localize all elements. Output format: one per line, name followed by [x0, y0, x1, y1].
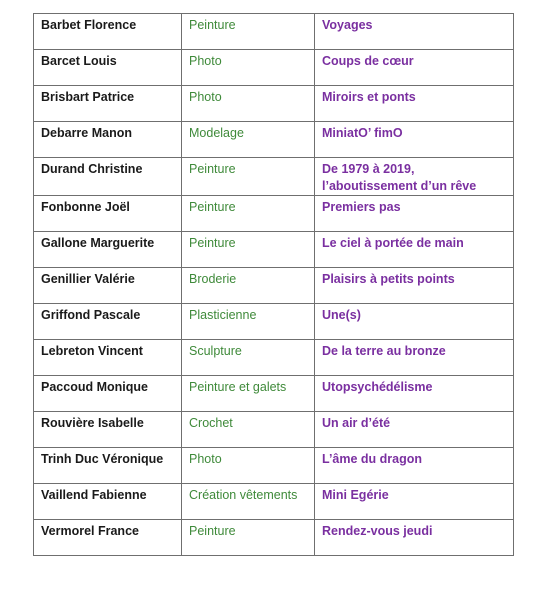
exhibit-title: Le ciel à portée de main	[315, 232, 514, 268]
artist-name: Lebreton Vincent	[34, 340, 182, 376]
table-row	[34, 86, 514, 122]
artist-name: Fonbonne Joël	[34, 196, 182, 232]
table-row	[34, 448, 514, 484]
artist-technique: Peinture	[182, 196, 315, 232]
table-row	[34, 340, 514, 376]
artist-technique: Modelage	[182, 122, 315, 158]
artist-technique: Photo	[182, 50, 315, 86]
artist-technique: Peinture et galets	[182, 376, 315, 412]
artist-name: Barcet Louis	[34, 50, 182, 86]
artist-name: Barbet Florence	[34, 14, 182, 50]
artist-name: Genillier Valérie	[34, 268, 182, 304]
table-row	[34, 196, 514, 232]
artist-technique: Photo	[182, 86, 315, 122]
exhibit-title: Mini Egérie	[315, 484, 514, 520]
table-row	[34, 520, 514, 556]
artist-name: Vermorel France	[34, 520, 182, 556]
exhibit-title: De 1979 à 2019, l’aboutissement d’un rêve	[315, 158, 514, 196]
table-row	[34, 158, 514, 196]
artist-technique: Crochet	[182, 412, 315, 448]
exhibit-title: Un air d’été	[315, 412, 514, 448]
exhibit-title: MiniatO’ fimO	[315, 122, 514, 158]
artist-technique: Peinture	[182, 14, 315, 50]
exhibit-title: Coups de cœur	[315, 50, 514, 86]
exhibit-title: Premiers pas	[315, 196, 514, 232]
artist-technique: Plasticienne	[182, 304, 315, 340]
table-row	[34, 14, 514, 50]
exhibit-title: Une(s)	[315, 304, 514, 340]
artist-technique: Peinture	[182, 158, 315, 196]
exhibit-title: De la terre au bronze	[315, 340, 514, 376]
exhibit-title: L’âme du dragon	[315, 448, 514, 484]
artist-technique: Sculpture	[182, 340, 315, 376]
table-row	[34, 232, 514, 268]
artist-name: Trinh Duc Véronique	[34, 448, 182, 484]
exhibit-title: Plaisirs à petits points	[315, 268, 514, 304]
table-row	[34, 50, 514, 86]
artist-technique: Broderie	[182, 268, 315, 304]
table-row	[34, 122, 514, 158]
artist-technique: Peinture	[182, 520, 315, 556]
table-row	[34, 484, 514, 520]
artist-technique: Peinture	[182, 232, 315, 268]
artists-table-body	[34, 14, 514, 556]
artists-table	[33, 13, 514, 556]
table-row	[34, 376, 514, 412]
artist-name: Durand Christine	[34, 158, 182, 196]
table-row	[34, 268, 514, 304]
artist-name: Debarre Manon	[34, 122, 182, 158]
exhibit-title: Rendez-vous jeudi	[315, 520, 514, 556]
artist-name: Brisbart Patrice	[34, 86, 182, 122]
table-row	[34, 304, 514, 340]
artist-name: Vaillend Fabienne	[34, 484, 182, 520]
exhibit-title: Utopsychédélisme	[315, 376, 514, 412]
artist-name: Rouvière Isabelle	[34, 412, 182, 448]
artist-technique: Création vêtements	[182, 484, 315, 520]
artist-technique: Photo	[182, 448, 315, 484]
artist-name: Paccoud Monique	[34, 376, 182, 412]
exhibit-title: Voyages	[315, 14, 514, 50]
exhibit-title: Miroirs et ponts	[315, 86, 514, 122]
table-row	[34, 412, 514, 448]
artist-name: Griffond Pascale	[34, 304, 182, 340]
artist-name: Gallone Marguerite	[34, 232, 182, 268]
